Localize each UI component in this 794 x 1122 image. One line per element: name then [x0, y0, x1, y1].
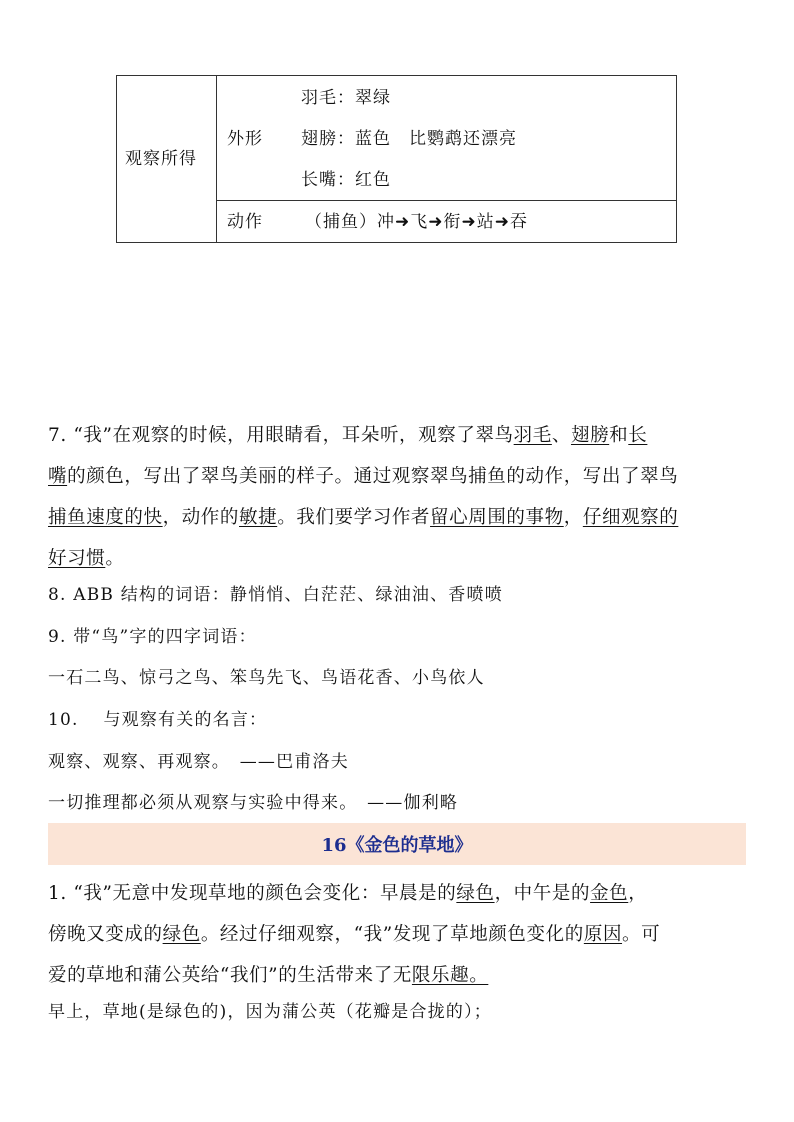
appearance-label: 外形 — [227, 129, 263, 149]
underlined-answer: 绿色 — [456, 883, 495, 904]
underlined-answer: 羽毛 — [513, 425, 552, 446]
item-7-line-3: 捕鱼速度的快，动作的敏捷。我们要学习作者留心周围的事物，仔细观察的 — [48, 507, 679, 528]
item-9-words: 一石二鸟、惊弓之鸟、笨鸟先飞、鸟语花香、小鸟依人 — [48, 668, 485, 688]
feather-color: 羽毛：翠绿 — [301, 88, 391, 108]
table-row-divider — [216, 200, 676, 201]
lesson-16-paragraph — [48, 873, 748, 996]
underlined-answer: 翅膀 — [570, 425, 610, 446]
underlined-answer: 金色 — [590, 883, 629, 904]
item-9-title: 9. 带“鸟”字的四字词语： — [48, 627, 257, 647]
underlined-answer: 留心周围的事物 — [430, 507, 564, 528]
item-7-line-4: 好习惯。 — [48, 548, 125, 569]
action-value: （捕鱼）冲➜飞➜衔➜站➜吞 — [305, 212, 528, 232]
lesson-16-line-3: 爱的草地和蒲公英给“我们”的生活带来了无限乐趣。 — [48, 965, 489, 986]
item-7-line-2: 嘴的颜色，写出了翠鸟美丽的样子。通过观察翠鸟捕鱼的动作，写出了翠鸟 — [48, 466, 679, 487]
underlined-answer: 好习惯 — [48, 548, 106, 569]
item-7-paragraph — [48, 415, 748, 579]
item-10-title: 10. 与观察有关的名言： — [48, 710, 268, 730]
underlined-answer: 嘴 — [48, 466, 68, 487]
section-title: 16《金色的草地》 — [321, 835, 473, 856]
underlined-answer: 捕鱼速度的快 — [48, 507, 163, 528]
morning-line: 早上，草地(是绿色的)，因为蒲公英（花瓣是合拢的）； — [48, 1002, 492, 1022]
section-banner — [48, 823, 746, 865]
underlined-answer: 绿色 — [162, 924, 201, 945]
table-row-header: 观察所得 — [125, 149, 197, 169]
quote-galileo: 一切推理都必须从观察与实验中得来。 ——伽利略 — [48, 793, 459, 813]
lesson-16-line-1: 1. “我”无意中发现草地的颜色会变化：早晨是的绿色，中午是的金色， — [48, 883, 648, 904]
action-label: 动作 — [227, 212, 263, 232]
quote-pavlov: 观察、观察、再观察。 ——巴甫洛夫 — [48, 752, 349, 772]
underlined-answer: 长 — [628, 425, 648, 446]
underlined-answer: 原因 — [583, 924, 623, 945]
wing-color: 翅膀：蓝色 比鹦鹉还漂亮 — [301, 129, 517, 149]
item-7-line-1: 7. “我”在观察的时候，用眼睛看，耳朵听，观察了翠鸟羽毛、翅膀和长 — [48, 425, 648, 446]
lesson-16-line-2: 傍晚又变成的绿色。经过仔细观察，“我”发现了草地颜色变化的原因。可 — [48, 924, 661, 945]
underlined-answer: 仔细观察的 — [582, 507, 679, 528]
underlined-answer: 敏捷 — [239, 507, 278, 528]
table-column-divider — [216, 76, 217, 242]
observation-table — [116, 75, 677, 243]
item-8: 8. ABB 结构的词语：静悄悄、白茫茫、绿油油、香喷喷 — [48, 585, 503, 605]
beak-color: 长嘴：红色 — [301, 170, 391, 190]
underlined-answer: 限乐趣。 — [411, 965, 489, 986]
